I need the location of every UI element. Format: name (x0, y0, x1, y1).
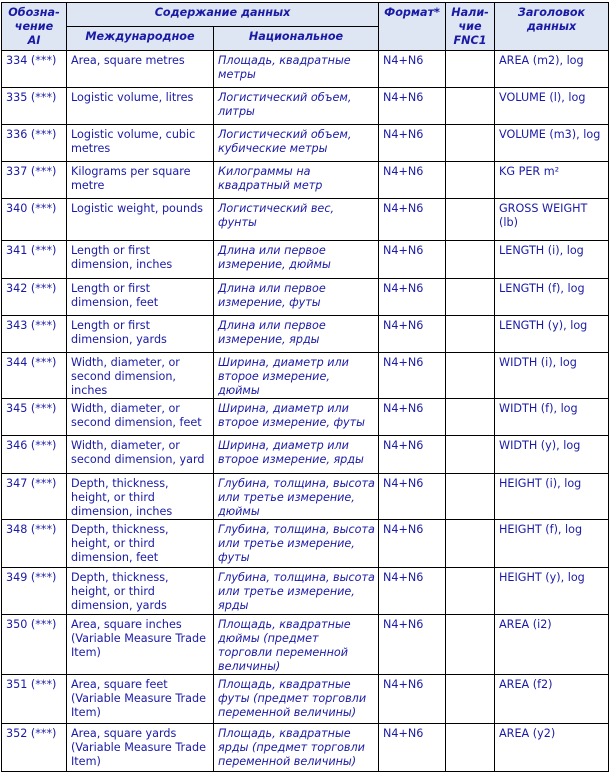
national-cell: Площадь, квадратные футы (предмет торговли переменной величины) (214, 675, 379, 724)
international-cell: Depth, thickness, height, or third dimension, inches (67, 474, 214, 520)
header-ai-designation: Обозна- чение AI (2, 3, 67, 51)
international-cell: Depth, thickness, height, or third dimension, yards (67, 568, 214, 615)
header-data-content: Содержание данных (67, 3, 379, 27)
national-cell: Глубина, толщина, высота или третье измерение, футы (214, 520, 379, 568)
fnc1-cell (446, 316, 495, 353)
fnc1-cell (446, 520, 495, 568)
international-cell: Logistic volume, cubic metres (67, 125, 214, 162)
format-cell: N4+N6 (379, 199, 446, 241)
data-title-cell: KG PER m² (495, 162, 609, 199)
data-title-cell: AREA (i2) (495, 615, 609, 675)
national-cell: Ширина, диаметр или второе измерение, дюймы (214, 353, 379, 399)
table-row (2, 199, 609, 241)
national-cell: Длина или первое измерение, дюймы (214, 241, 379, 279)
table-row (2, 675, 609, 724)
fnc1-cell (446, 241, 495, 279)
data-title-cell: VOLUME (m3), log (495, 125, 609, 162)
fnc1-cell (446, 279, 495, 316)
international-cell: Logistic weight, pounds (67, 199, 214, 241)
table-row (2, 399, 609, 436)
data-title-cell: AREA (m2), log (495, 51, 609, 88)
format-cell: N4+N6 (379, 162, 446, 199)
table-body (2, 51, 609, 772)
fnc1-cell (446, 199, 495, 241)
ai-code-cell: 337 (***) (2, 162, 67, 199)
header-format: Формат* (379, 3, 446, 51)
format-cell: N4+N6 (379, 279, 446, 316)
fnc1-cell (446, 568, 495, 615)
international-cell: Width, diameter, or second dimension, inches (67, 353, 214, 399)
fnc1-cell (446, 724, 495, 772)
international-cell: Length or first dimension, yards (67, 316, 214, 353)
national-cell: Длина или первое измерение, футы (214, 279, 379, 316)
ai-code-cell: 343 (***) (2, 316, 67, 353)
ai-code-cell: 348 (***) (2, 520, 67, 568)
national-cell: Длина или первое измерение, ярды (214, 316, 379, 353)
format-cell: N4+N6 (379, 353, 446, 399)
international-cell: Depth, thickness, height, or third dimension, feet (67, 520, 214, 568)
ai-code-cell: 352 (***) (2, 724, 67, 772)
data-title-cell: HEIGHT (y), log (495, 568, 609, 615)
fnc1-cell (446, 162, 495, 199)
header-international: Международное (67, 27, 214, 51)
ai-code-cell: 351 (***) (2, 675, 67, 724)
table-row (2, 520, 609, 568)
table-row (2, 474, 609, 520)
ai-code-cell: 347 (***) (2, 474, 67, 520)
data-title-cell: WIDTH (y), log (495, 436, 609, 474)
format-cell: N4+N6 (379, 474, 446, 520)
fnc1-cell (446, 675, 495, 724)
international-cell: Area, square yards (Variable Measure Trade Item) (67, 724, 214, 772)
format-cell: N4+N6 (379, 51, 446, 88)
fnc1-cell (446, 399, 495, 436)
ai-code-cell: 346 (***) (2, 436, 67, 474)
data-title-cell: VOLUME (l), log (495, 88, 609, 125)
data-title-cell: AREA (f2) (495, 675, 609, 724)
header-fnc1: Нали- чие FNC1 (446, 3, 495, 51)
international-cell: Width, diameter, or second dimension, feet (67, 399, 214, 436)
format-cell: N4+N6 (379, 399, 446, 436)
ai-code-cell: 334 (***) (2, 51, 67, 88)
format-cell: N4+N6 (379, 675, 446, 724)
data-title-cell: WIDTH (f), log (495, 399, 609, 436)
international-cell: Area, square metres (67, 51, 214, 88)
table-row (2, 162, 609, 199)
national-cell: Логистический вес, фунты (214, 199, 379, 241)
national-cell: Площадь, квадратные метры (214, 51, 379, 88)
format-cell: N4+N6 (379, 316, 446, 353)
national-cell: Логистический объем, литры (214, 88, 379, 125)
fnc1-cell (446, 88, 495, 125)
table-row (2, 436, 609, 474)
international-cell: Kilograms per square metre (67, 162, 214, 199)
national-cell: Логистический объем, кубические метры (214, 125, 379, 162)
format-cell: N4+N6 (379, 724, 446, 772)
fnc1-cell (446, 615, 495, 675)
format-cell: N4+N6 (379, 615, 446, 675)
table-row (2, 125, 609, 162)
data-title-cell: HEIGHT (i), log (495, 474, 609, 520)
header-national: Национальное (214, 27, 379, 51)
national-cell: Килограммы на квадратный метр (214, 162, 379, 199)
national-cell: Глубина, толщина, высота или третье измерение, ярды (214, 568, 379, 615)
table-row (2, 241, 609, 279)
international-cell: Length or first dimension, feet (67, 279, 214, 316)
table-row (2, 615, 609, 675)
table-row (2, 51, 609, 88)
data-title-cell: AREA (y2) (495, 724, 609, 772)
data-title-cell: LENGTH (i), log (495, 241, 609, 279)
format-cell: N4+N6 (379, 241, 446, 279)
format-cell: N4+N6 (379, 568, 446, 615)
ai-code-cell: 344 (***) (2, 353, 67, 399)
table-row (2, 279, 609, 316)
table-row (2, 88, 609, 125)
international-cell: Length or first dimension, inches (67, 241, 214, 279)
ai-code-cell: 336 (***) (2, 125, 67, 162)
national-cell: Площадь, квадратные ярды (предмет торговли переменной величины) (214, 724, 379, 772)
national-cell: Глубина, толщина, высота или третье измерение, дюймы (214, 474, 379, 520)
data-title-cell: LENGTH (y), log (495, 316, 609, 353)
national-cell: Ширина, диаметр или второе измерение, футы (214, 399, 379, 436)
fnc1-cell (446, 51, 495, 88)
international-cell: Logistic volume, litres (67, 88, 214, 125)
ai-code-cell: 349 (***) (2, 568, 67, 615)
header-row-1 (2, 3, 609, 27)
format-cell: N4+N6 (379, 520, 446, 568)
data-title-cell: HEIGHT (f), log (495, 520, 609, 568)
format-cell: N4+N6 (379, 436, 446, 474)
ai-code-cell: 335 (***) (2, 88, 67, 125)
fnc1-cell (446, 353, 495, 399)
table-row (2, 353, 609, 399)
ai-code-cell: 341 (***) (2, 241, 67, 279)
fnc1-cell (446, 125, 495, 162)
table-row (2, 568, 609, 615)
table-row (2, 724, 609, 772)
international-cell: Area, square feet (Variable Measure Trade Item) (67, 675, 214, 724)
fnc1-cell (446, 474, 495, 520)
national-cell: Ширина, диаметр или второе измерение, ярды (214, 436, 379, 474)
format-cell: N4+N6 (379, 125, 446, 162)
ai-code-cell: 340 (***) (2, 199, 67, 241)
national-cell: Площадь, квадратные дюймы (предмет торговли переменной величины) (214, 615, 379, 675)
header-data-title: Заголовок данных (495, 3, 609, 51)
ai-code-cell: 350 (***) (2, 615, 67, 675)
fnc1-cell (446, 436, 495, 474)
ai-table (1, 2, 609, 772)
international-cell: Width, diameter, or second dimension, yard (67, 436, 214, 474)
ai-code-cell: 342 (***) (2, 279, 67, 316)
data-title-cell: WIDTH (i), log (495, 353, 609, 399)
ai-code-cell: 345 (***) (2, 399, 67, 436)
data-title-cell: LENGTH (f), log (495, 279, 609, 316)
format-cell: N4+N6 (379, 88, 446, 125)
table-row (2, 316, 609, 353)
data-title-cell: GROSS WEIGHT (lb) (495, 199, 609, 241)
international-cell: Area, square inches (Variable Measure Trade Item) (67, 615, 214, 675)
